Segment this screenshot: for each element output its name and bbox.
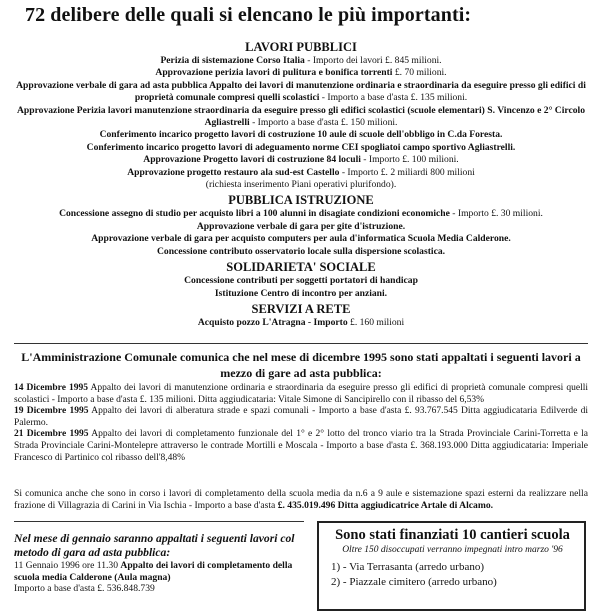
deliberation-item: Conferimento incarico progetto lavori di costruzione 10 aule di scuole dell'obbligo in C.da Foresta. <box>99 129 503 141</box>
deliberation-item: Approvazione Progetto lavori di costruzione 84 loculi - Importo £. 100 milioni. <box>143 154 459 166</box>
january-intro: Nel mese di gennaio saranno appaltati i seguenti lavori col metodo di gara ad asta pubblica: <box>14 532 295 559</box>
deliberations-list <box>14 40 588 329</box>
deliberation-item: Approvazione Perizia lavori manutenzione straordinaria da eseguire presso gli edifici scolastici (scuole elementari) S. Vincenzo e 2° Circolo Agliastrelli - Importo a base d'asta £. 150 milioni. <box>16 104 585 129</box>
worksites-subtitle: Oltre 150 disoccupati verranno impegnati intro marzo '96 <box>342 545 563 555</box>
section-title: SOLIDARIETA' SOCIALE <box>226 260 376 275</box>
deliberation-item: Concessione contributi per soggetti portatori di handicap <box>184 275 418 287</box>
divider <box>14 521 304 522</box>
divider <box>14 343 588 344</box>
january-item: 11 Gennaio 1996 ore 11.30 Appalto dei lavori di completamento della scuola media Calderone (Aula magna) <box>14 560 293 583</box>
worksite-item: 1) - Via Terrasanta (arredo urbano) <box>331 561 485 573</box>
tender-item: 21 Dicembre 1995 Appalto dei lavori di completamento funzionale del 1° e 2° lotto del tronco viario tra la Strada Provinciale Carini-Torretta e la Strada Provinciale Carini-Montelepre attraverso le contrade Mortilli e Moscala - Importo a base d'asta £. 368.193.000 Ditta aggiudicataria: Imperiale Francesco di Partinico col ribasso dell'8,48% <box>14 429 588 463</box>
deliberation-item: Approvazione progetto restauro ala sud-est Castello - Importo £. 2 miliardi 800 milioni <box>127 166 475 178</box>
completion-note: Si comunica anche che sono in corso i lavori di completamento della scuola media da n.6 a 9 aule e sistemazione spazi esterni da realizzare nella frazione di Villagrazia di Carini in Via Ischia - Importo a base d'asta £. 435.019.496 Ditta aggiudicatrice Artale di Alcamo. <box>14 488 588 511</box>
section-title: SERVIZI A RETE <box>251 301 351 316</box>
headline: 72 delibere delle quali si elencano le più importanti: <box>25 4 472 26</box>
deliberation-item: Concessione assegno di studio per acquisto libri a 100 alunni in disagiate condizioni economiche - Importo £. 30 milioni. <box>59 208 543 220</box>
deliberation-item: Conferimento incarico progetto lavori di adeguamento norme CEI spogliatoi campo sportivo Agliastrelli. <box>86 141 516 153</box>
section-title: PUBBLICA ISTRUZIONE <box>228 193 374 208</box>
communication-title: L'Amministrazione Comunale comunica che nel mese di dicembre 1995 sono stati appaltati i seguenti lavori a mezzo di gare ad asta pubblica: <box>21 350 581 380</box>
deliberation-item: Istituzione Centro di incontro per anziani. <box>214 287 388 299</box>
deliberation-item: Acquisto pozzo L'Atragna - Importo £. 160 milioni <box>197 316 405 328</box>
january-amount: Importo a base d'asta £. 536.848.739 <box>14 583 155 595</box>
worksites-box <box>317 521 586 611</box>
tender-item: 14 Dicembre 1995 Appalto dei lavori di manutenzione ordinaria e straordinaria da eseguire presso gli edifici di proprietà comunale compresi quelli scolastici - Importo a base d'asta £. 135 milioni. Ditta aggiudicataria: Vitale Simone di Sancipirello con il ribasso del 6,53% <box>14 383 588 405</box>
deliberation-item: Approvazione perizia lavori di pulitura e bonifica torrenti £. 70 milioni. <box>155 67 447 79</box>
worksites-title: Sono stati finanziati 10 cantieri scuola <box>335 527 570 543</box>
deliberation-item: Approvazione verbale di gara per gite d'istruzione. <box>196 220 406 232</box>
deliberation-item: Approvazione verbale di gara per acquisto computers per aula d'informatica Scuola Media Calderone. <box>91 233 511 245</box>
deliberation-item: Concessione contributo osservatorio locale sulla dispersione scolastica. <box>156 245 446 257</box>
deliberation-item: Perizia di sistemazione Corso Italia - Importo dei lavori £. 845 milioni. <box>160 55 442 66</box>
tenders-list <box>14 383 588 464</box>
section-title: LAVORI PUBBLICI <box>245 40 357 54</box>
january-tenders <box>14 532 304 595</box>
worksite-item: 2) - Piazzale cimitero (arredo urbano) <box>331 576 497 588</box>
deliberation-item: (richiesta inserimento Piani operativi plurifondo). <box>205 179 397 191</box>
tender-item: 19 Dicembre 1995 Appalto dei lavori di alberatura strade e spazi comunali - Importo a base d'asta £. 93.767.545 Ditta aggiudicataria Edilverde di Palermo. <box>14 406 588 428</box>
deliberation-item: Approvazione verbale di gara ad asta pubblica Appalto dei lavori di manutenzione ordinaria e straordinaria da eseguire presso gli edifici di proprietà comunale compresi quelli scolastici - Importo a base d'asta £. 135 milioni. <box>16 79 586 104</box>
